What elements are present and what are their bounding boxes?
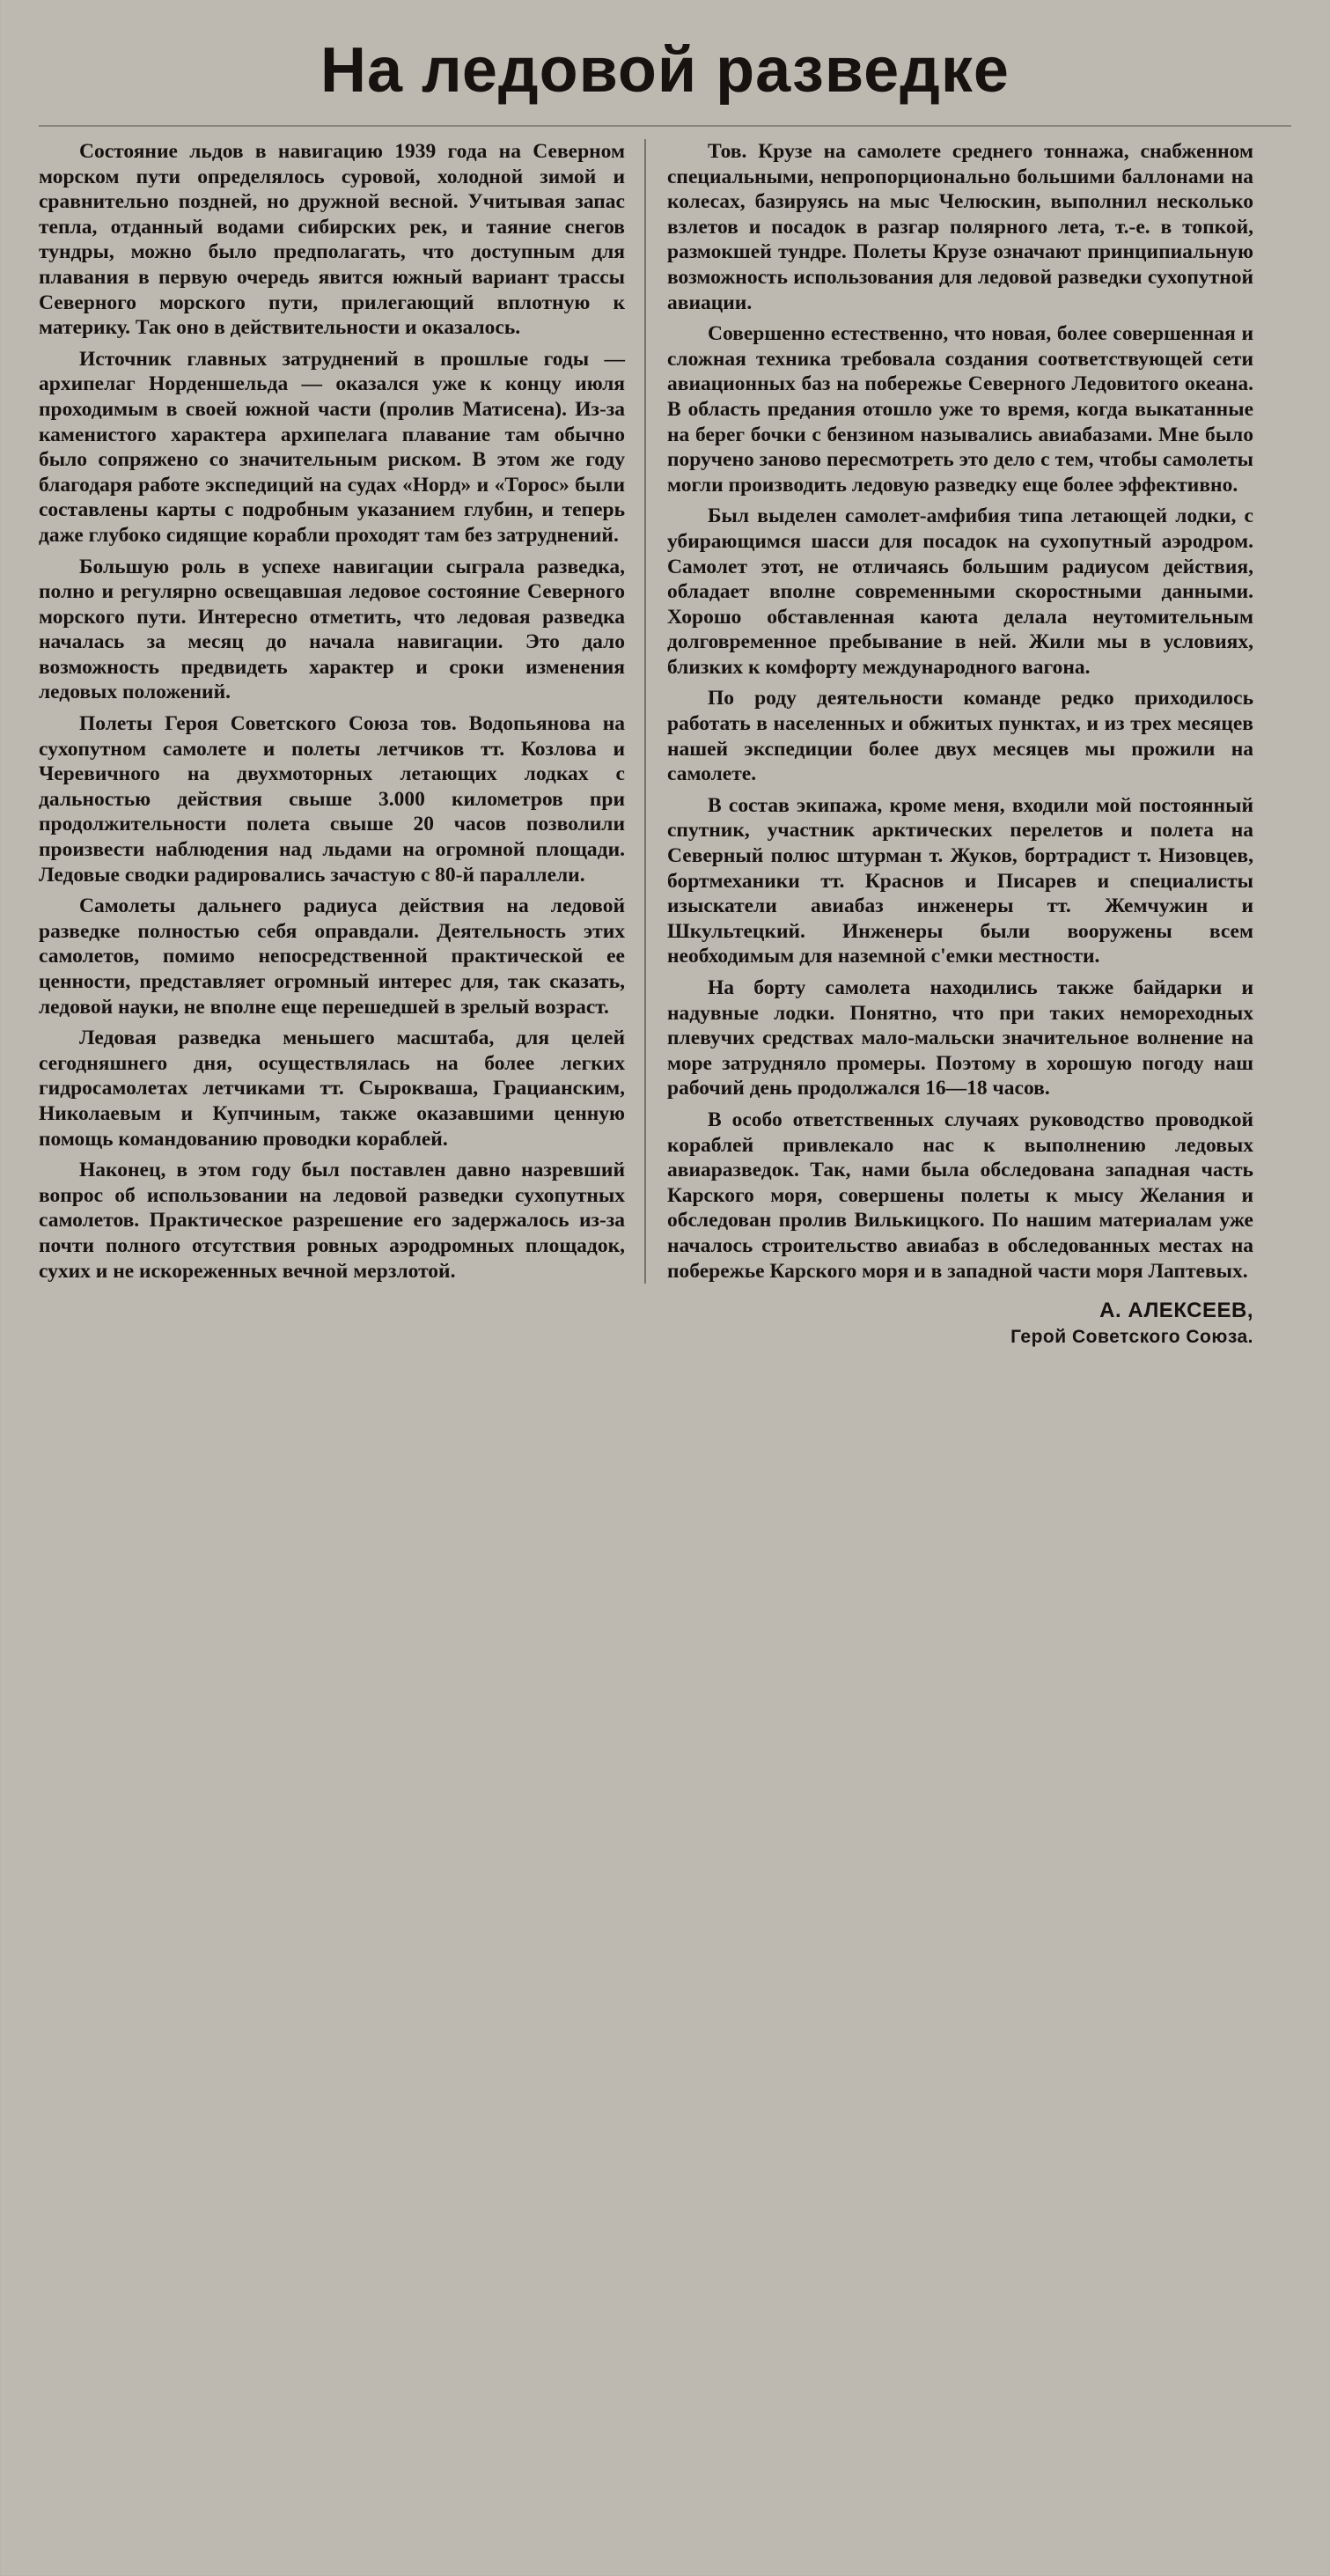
paragraph: Самолеты дальнего радиуса действия на ледовой разведке полностью себя оправдали. Деятельность этих самолетов, помимо непосредственной практической ее ценности, представляет огромный интерес для, так сказать, ледовой науки, не вполне еще перешедшей в зрелый возраст.	[39, 894, 625, 1019]
paragraph: Источник главных затруднений в прошлые годы — архипелаг Норденшельда — оказался уже к концу июля проходимым в своей южной части (пролив Матисена). Из-за каменистого характера архипелага плавание там обычно было сопряжено со значительным риском. В этом же году благодаря работе экспедиций на судах «Норд» и «Торос» были составлены карты с подробным указанием глубин, и теперь даже глубоко сидящие корабли проходят там без затруднений.	[39, 347, 625, 547]
paragraph: Ледовая разведка меньшего масштаба, для целей сегодняшнего дня, осуществлялась на более легких гидросамолетах летчиками тт. Сыроквашa, Грацианским, Николаевым и Купчиным, также оказавшими ценную помощь командованию проводки кораблей.	[39, 1027, 625, 1151]
paragraph: Большую роль в успехе навигации сыграла разведка, полно и регулярно освещавшая ледовое состояние Северного морского пути. Интересно отметить, что ледовая разведка началась за месяц до начала навигации. Это дало возможность предвидеть характер и сроки изменения ледовых положений.	[39, 555, 625, 704]
author-name: А. АЛЕКСЕЕВ,	[1099, 1299, 1253, 1323]
paragraph: Был выделен самолет-амфибия типа летающей лодки, с убирающимся шасси для посадок на сухопутный аэродром. Самолет этот, не отличаясь большим радиусом действия, обладает вполне современными скоростными данными. Хорошо обставленная каюта делала неутомительным долговременное пребывание в ней. Жили мы в условиях, близких к комфорту международного вагона.	[667, 504, 1253, 679]
paragraph: На борту самолета находились также байдарки и надувные лодки. Понятно, что при таких немореходных плевучих средствах мало-мальски значительное волнение на море затрудняло промеры. Поэтому в хорошую погоду наш рабочий день продолжался 16—18 часов.	[667, 976, 1253, 1100]
paragraph: Тов. Крузе на самолете среднего тоннажа, снабженном специальными, непропорционально большими баллонами на колесах, базируясь на мыс Челюскин, выполнил несколько взлетов и посадок в разгар полярного лета, т.-е. в топкой, размокшей тундре. Полеты Крузе означают принципиальную возможность использования для ледовой разведки сухопутной авиации.	[667, 140, 1253, 314]
paragraph: Наконец, в этом году был поставлен давно назревший вопрос об использовании на ледовой разведки сухопутных самолетов. Практическое разрешение его задержалось из-за почти полного отсутствия ровных аэродромных площадок, сухих и не искореженных вечной мерзлотой.	[39, 1159, 625, 1283]
paragraph: В особо ответственных случаях руководство проводкой кораблей привлекало нас к выполнению ледовых авиаразведок. Так, нами была обследована западная часть Карского моря, совершены полеты к мысу Желания и обследован пролив Вилькицкого. По нашим материалам уже началось строительство авиабаз в обследованных местах на побережье Карского моря и в западной части моря Лаптевых.	[667, 1108, 1253, 1283]
paragraph: Полеты Героя Советского Союза тов. Водопьянова на сухопутном самолете и полеты летчиков тт. Козлова и Черевичного на двухмоторных летающих лодках с дальностью действия свыше 3.000 километров при продолжительности полета свыше 20 часов позволили произвести наблюдения над льдами на огромной площади. Ледовые сводки радировались зачастую с 80-й параллели.	[39, 712, 625, 887]
article-signature	[667, 1298, 1253, 1351]
paragraph: По роду деятельности команде редко приходилось работать в населенных и обжитых пунктах, и из трех месяцев нашей экспедиции более двух месяцев мы прожили на самолете.	[667, 687, 1253, 786]
article-body	[39, 139, 1291, 1351]
left-column	[39, 139, 646, 1284]
paragraph: Совершенно естественно, что новая, более совершенная и сложная техника требовала создания соответствующей сети авиационных баз на побережье Северного Ледовитого океана. В область предания отошло уже то время, когда выкатанные на берег бочки с бензином назывались авиабазами. Мне было поручено заново пересмотреть это дело с тем, чтобы самолеты могли производить ледовую разведку еще более эффективно.	[667, 322, 1253, 497]
author-role: Герой Советского Союза.	[1010, 1327, 1253, 1348]
paragraph: Состояние льдов в навигацию 1939 года на Северном морском пути определялось суровой, холодной зимой и сравнительно поздней, но дружной весной. Учитывая запас тепла, отданный водами сибирских рек, и таяние снегов тундры, можно было предполагать, что доступным для плавания в первую очередь явится южный вариант трассы Северного морского пути, прилегающий вплотную к материку. Так оно в действительности и оказалось.	[39, 140, 625, 340]
paragraph: В состав экипажа, кроме меня, входили мой постоянный спутник, участник арктических перелетов и полета на Северный полюс штурман т. Жуков, бортрадист т. Низовцев, бортмеханики тт. Краснов и Писарев и специалисты изыскатели авиабаз инженеры тт. Жемчужин и Шкультецкий. Инженеры были вооружены всем необходимым для наземной с'емки местности.	[667, 793, 1253, 968]
page-title: На ледовой разведке	[320, 35, 1010, 106]
right-column	[646, 139, 1253, 1351]
headline-divider	[39, 125, 1291, 127]
